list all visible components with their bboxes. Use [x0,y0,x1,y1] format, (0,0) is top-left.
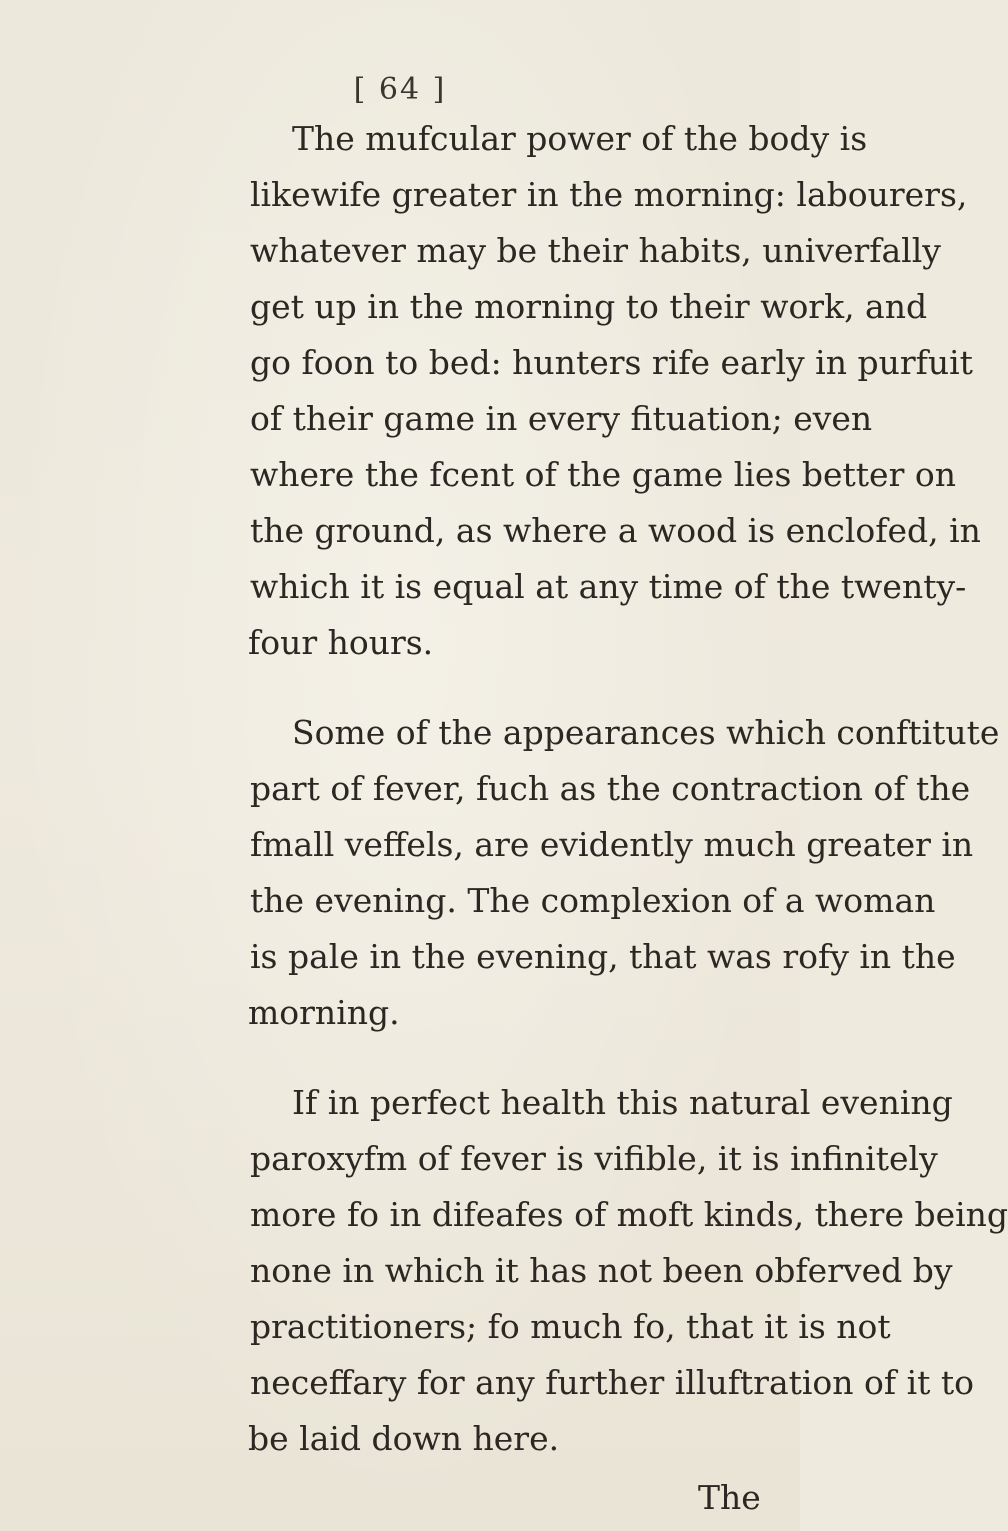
text-line: whatever may be their habits, univerfally [250,231,941,270]
text-line: the ground, as where a wood is enclofed, in [250,511,981,550]
text-line: The mufcular power of the body is [292,119,868,158]
text-line: paroxyfm of fever is vifible, it is infinitely [250,1139,938,1178]
page-number: [ 64 ] [353,72,447,107]
text-line: which it is equal at any time of the twenty- [250,567,967,606]
text-line: be laid down here. [248,1419,560,1458]
text-line: the evening. The complexion of a woman [250,881,936,920]
text-line: fmall veffels, are evidently much greater in [250,825,974,864]
text-line: of their game in every fituation; even [250,399,873,438]
text-line: part of fever, fuch as the contraction of the [250,769,971,808]
text-line: none in which it has not been obferved by [250,1251,953,1290]
text-line: likewife greater in the morning: labourers, [250,175,968,214]
text-line: more fo in difeafes of moft kinds, there being [250,1195,1008,1234]
text-line: morning. [248,993,400,1032]
catchword: The [698,1478,761,1517]
text-line: go foon to bed: hunters rife early in purfuit [250,343,973,382]
text-line: four hours. [248,623,434,662]
text-line: If in perfect health this natural evening [292,1083,953,1122]
text-line: Some of the appearances which conftitute [292,713,1000,752]
text-line: neceffary for any further illuftration of it to [250,1363,975,1402]
text-line: get up in the morning to their work, and [250,287,928,326]
text-line: practitioners; fo much fo, that it is not [250,1307,891,1346]
text-line: where the fcent of the game lies better on [250,455,956,494]
text-line: is pale in the evening, that was rofy in the [250,937,956,976]
